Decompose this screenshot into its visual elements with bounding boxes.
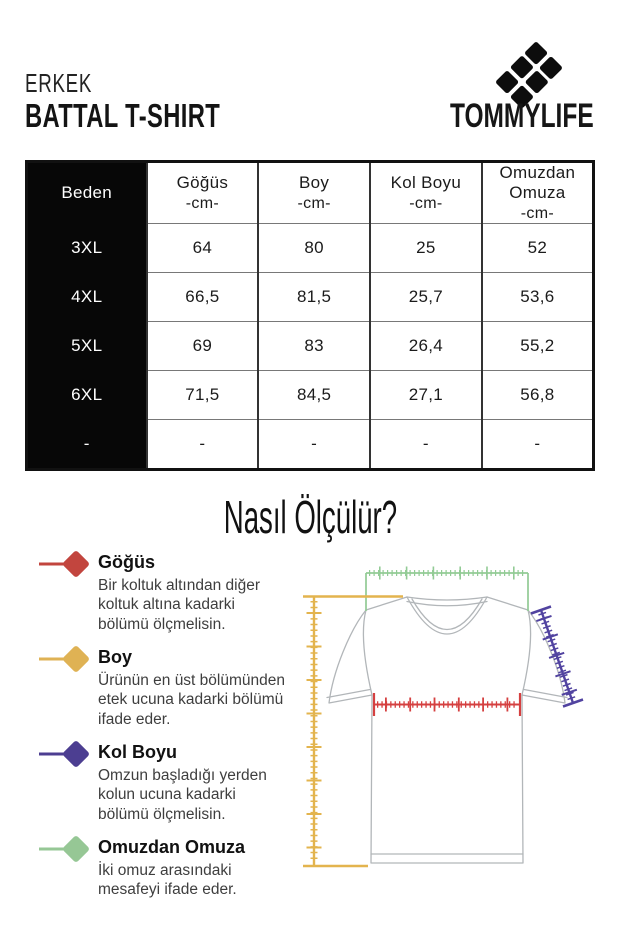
tshirt-measure-diagram [303, 553, 613, 928]
legend-item-length [38, 647, 288, 729]
legend-description: Omzun başladığı yerden kolun ucuna kadarki bölümü ölçmelisin. [98, 766, 267, 823]
column-header-chest: Göğüs -cm- [147, 162, 259, 224]
tshirt-outline [327, 597, 567, 863]
product-title: BATTAL T-SHIRT [25, 97, 221, 135]
legend-description: Bir koltuk altından diğer koltuk altına kadarki bölümü ölçmelisin. [98, 576, 260, 633]
legend-item-chest [38, 552, 288, 634]
chest-ruler [374, 693, 520, 716]
size-row-3xl [27, 223, 594, 272]
shoulder-value: 53,6 [482, 272, 594, 321]
chest-value: 69 [147, 321, 259, 370]
product-heading [25, 70, 296, 135]
sleeve-value: 27,1 [370, 370, 482, 419]
sleeve-diamond-icon [38, 739, 94, 769]
size-row-4xl [27, 272, 594, 321]
sleeve-value: 26,4 [370, 321, 482, 370]
legend-name: Kol Boyu [98, 742, 177, 763]
column-header-sleeve: Kol Boyu -cm- [370, 162, 482, 224]
sleeve-value: 25,7 [370, 272, 482, 321]
length-value: 81,5 [258, 272, 370, 321]
legend-name: Omuzdan Omuza [98, 837, 246, 858]
legend-description: Ürünün en üst bölümünden etek ucuna kadarki bölümü ifade eder. [98, 671, 285, 728]
category-label: ERKEK [25, 68, 93, 98]
how-to-measure-title: Nasıl Ölçülür? [223, 491, 397, 543]
brand-name: TOMMYLIFE [450, 97, 594, 135]
size-row-6xl [27, 370, 594, 419]
shoulder-diamond-icon [38, 834, 94, 864]
length-value: 84,5 [258, 370, 370, 419]
legend-name: Boy [98, 647, 133, 668]
legend-name: Göğüs [98, 552, 155, 572]
length-value: 83 [258, 321, 370, 370]
column-header-length: Boy -cm- [258, 162, 370, 224]
legend-description: İki omuz arasındaki mesafeyi ifade eder. [98, 861, 237, 899]
legend-item-shoulder [38, 837, 288, 900]
size-table [25, 160, 595, 471]
length-value: 80 [258, 223, 370, 272]
shoulder-value: 55,2 [482, 321, 594, 370]
chest-diamond-icon [38, 549, 94, 579]
column-header-shoulder: Omuzdan Omuza -cm- [482, 162, 594, 224]
size-label: 5XL [27, 321, 147, 370]
size-row-empty [27, 419, 594, 469]
size-label: 3XL [27, 223, 147, 272]
shoulder-value: - [482, 419, 594, 469]
legend-item-sleeve [38, 742, 288, 824]
sleeve-ruler [531, 607, 583, 707]
shoulder-value: 52 [482, 223, 594, 272]
column-header-beden: Beden [27, 162, 147, 224]
chest-value: 64 [147, 223, 259, 272]
length-ruler [303, 596, 403, 866]
length-diamond-icon [38, 644, 94, 674]
size-label: - [27, 419, 147, 469]
size-label: 4XL [27, 272, 147, 321]
chest-value: - [147, 419, 259, 469]
length-value: - [258, 419, 370, 469]
shoulder-value: 56,8 [482, 370, 594, 419]
size-row-5xl [27, 321, 594, 370]
measure-legend [38, 552, 288, 900]
chest-value: 66,5 [147, 272, 259, 321]
sleeve-value: 25 [370, 223, 482, 272]
size-table-header-row [27, 162, 594, 224]
chest-value: 71,5 [147, 370, 259, 419]
sleeve-value: - [370, 419, 482, 469]
size-label: 6XL [27, 370, 147, 419]
